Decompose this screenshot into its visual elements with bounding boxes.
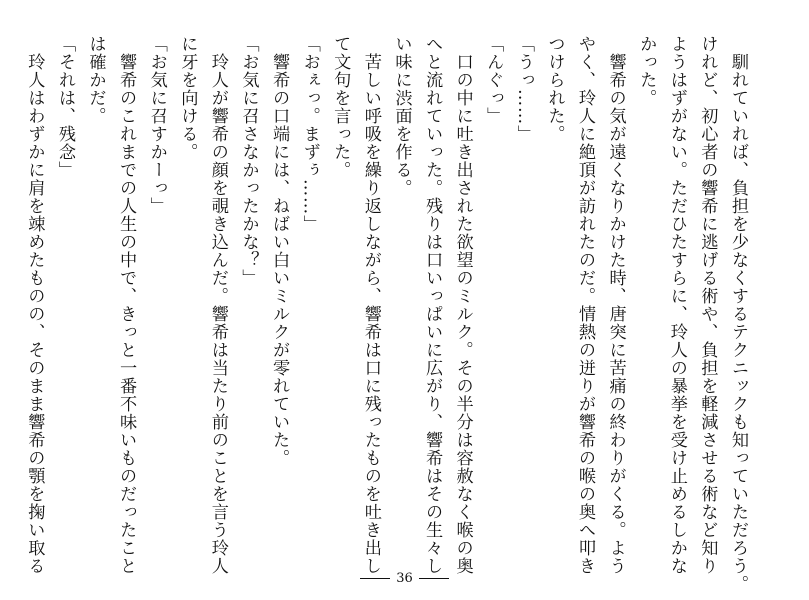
text-line: 馴れていれば、負担を少なくするテクニックも知っていただろう。 (728, 35, 748, 593)
text-line: へと流れていった。残りは口いっぱいに広がり、響希はその生々し (422, 35, 443, 575)
text-line: 口の中に吐き出された欲望のミルク。その半分は容赦なく喉の奥 (452, 35, 473, 575)
text-line: けれど、初心者の響希に逃げる術や、負担を軽減させる術など知り (697, 35, 718, 575)
text-line: ようはずがない。ただひたすらに、玲人の暴挙を受け止めるしかな (666, 35, 687, 575)
text-line: 響希のこれまでの人生の中で、きっと一番不味いものだったこと (116, 35, 137, 575)
text-line: 玲人はわずかに肩を竦めたものの、そのまま響希の顎を掬い取る (24, 35, 45, 575)
text-line: 「んぐっ」 (483, 35, 504, 125)
page-number: 36 (396, 571, 413, 586)
text-line: つけられた。 (544, 35, 565, 143)
text-line: い味に渋面を作る。 (391, 35, 412, 197)
text-line: 「お気に召すかーっ」 (146, 35, 167, 215)
text-line: は確かだ。 (85, 35, 106, 125)
text-line: て文句を言った。 (330, 35, 351, 179)
footer-rule-left (360, 578, 390, 579)
text-line: 玲人が響希の顔を覗き込んだ。響希は当たり前のことを言う玲人 (207, 35, 228, 575)
text-line: やく、玲人に絶頂が訪れたのだ。情熱の迸りが響希の喉の奥へ叩き (575, 35, 596, 575)
text-line: 「うっ……」 (513, 35, 534, 143)
text-line: 「お気に召さなかったかな？」 (238, 35, 259, 287)
text-line: 響希の口端には、ねばい白いミルクが零れていた。 (269, 35, 290, 467)
text-line: 苦しい呼吸を繰り返しながら、響希は口に残ったものを吐き出し (360, 35, 381, 575)
footer-rule-right (419, 578, 449, 579)
text-line: 「それは、残念」 (54, 35, 75, 179)
text-line: 響希の気が遠くなりかけた時、唐突に苦痛の終わりがくる。よう (605, 35, 626, 575)
text-line: かった。 (636, 35, 657, 107)
text-line: 「おぇっ。まずぅ……」 (299, 35, 320, 233)
text-line: に牙を向ける。 (177, 35, 198, 161)
page-footer (0, 571, 809, 586)
